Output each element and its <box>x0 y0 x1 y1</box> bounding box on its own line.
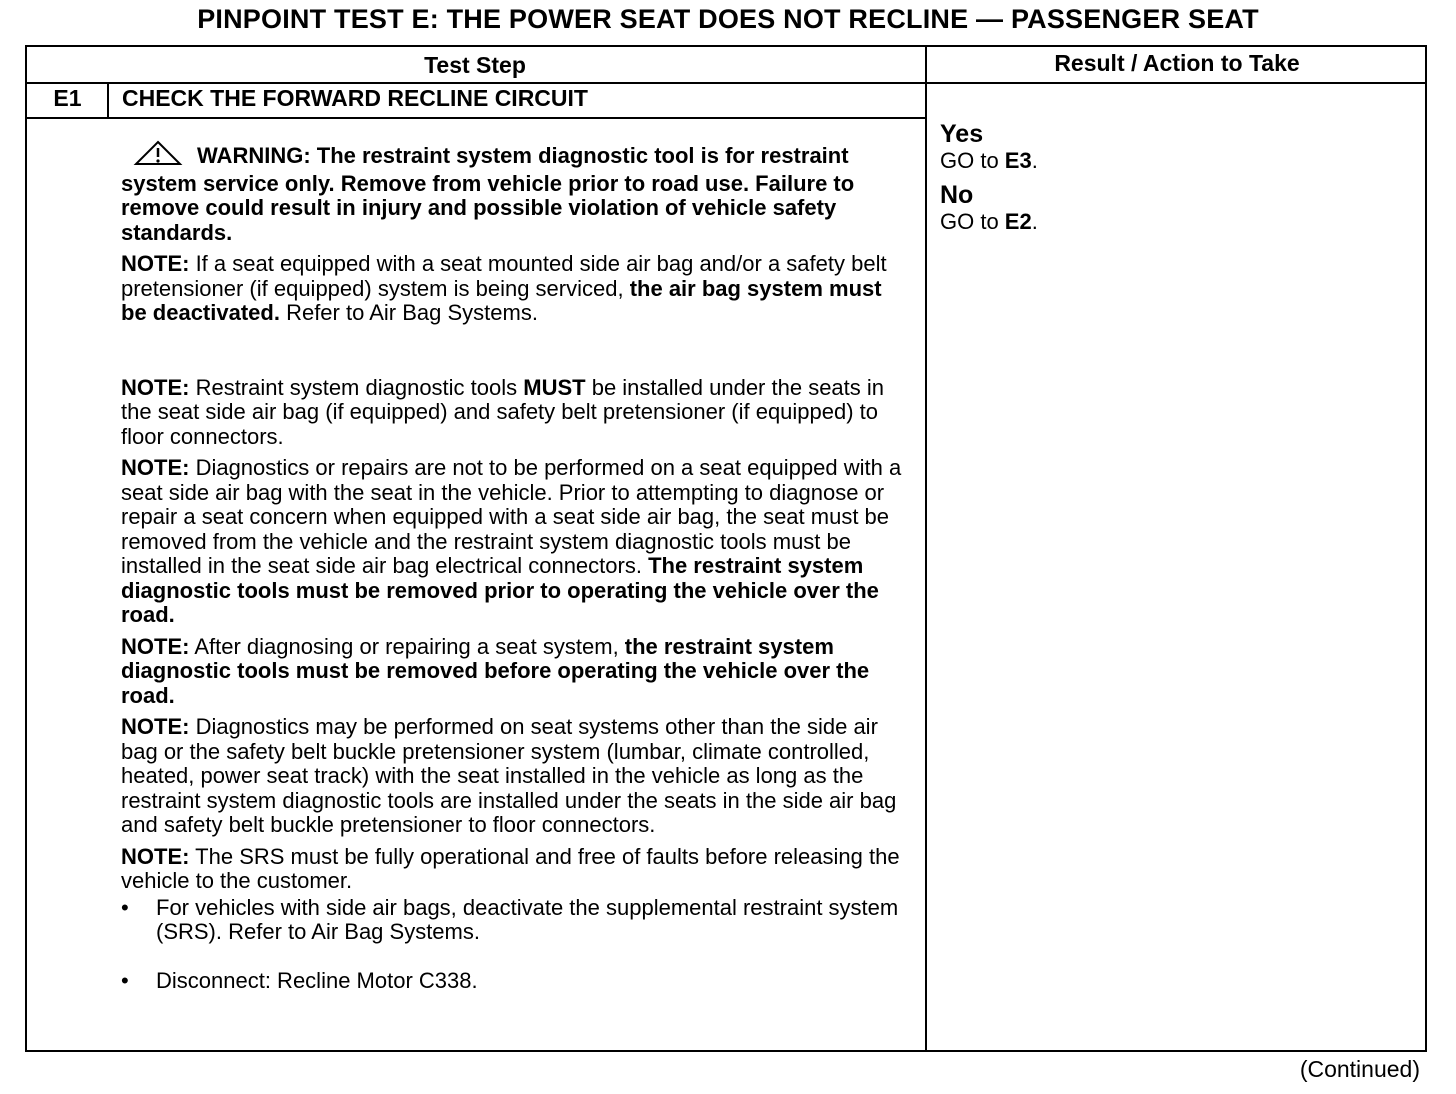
header-test-step: Test Step <box>424 52 526 78</box>
bullet-item: • Disconnect: Recline Motor C338. <box>121 967 478 993</box>
result-column <box>940 120 1038 234</box>
column-divider <box>925 45 927 1052</box>
step-id: E1 <box>53 85 82 111</box>
header-divider <box>25 82 1427 84</box>
result-answer: Yes <box>940 120 984 148</box>
step-content <box>121 140 911 993</box>
note-6: NOTE: The SRS must be fully operational and free of faults before releasing the vehicle to the customer. <box>121 843 900 893</box>
continued-footer: (Continued) <box>1299 1056 1420 1082</box>
step-id-divider <box>107 82 109 118</box>
page-title: PINPOINT TEST E: THE POWER SEAT DOES NOT RECLINE — PASSENGER SEAT <box>197 4 1259 34</box>
goto-link[interactable]: E2 <box>1004 209 1032 234</box>
result-answer: No <box>940 181 974 209</box>
result-yes <box>940 120 1038 173</box>
step-row-divider <box>25 117 925 119</box>
step-title: CHECK THE FORWARD RECLINE CIRCUIT <box>122 85 588 111</box>
note-4: NOTE: After diagnosing or repairing a seat system, the restraint system diagnostic tools must be removed before operating the vehicle over the road. <box>121 633 870 708</box>
note-5: NOTE: Diagnostics may be performed on seat systems other than the side air bag or the safety belt buckle pretensioner system (lumbar, climate controlled, heated, power seat track) with the seat installed in the vehicle as long as the restraint system diagnostic tools are installed under the seats in the side air bag and safety belt buckle pretensioner to floor connectors. <box>121 714 897 837</box>
note-1: NOTE: If a seat equipped with a seat mounted side air bag and/or a safety belt pretensioner (if equipped) system is being serviced, the air bag system must be deactivated. Refer to Air Bag Systems. <box>121 251 887 325</box>
bullet-item: • For vehicles with side air bags, deactivate the supplemental restraint system (SRS). Refer to Air Bag Systems. <box>121 894 899 944</box>
result-no <box>940 181 1038 234</box>
warning-block <box>121 140 911 245</box>
goto-link[interactable]: E3 <box>1004 148 1032 173</box>
warning-text: WARNING: The restraint system diagnostic tool is for restraint system service only. Remove from vehicle prior to road use. Failure to remove could result in injury and possible violation of vehicle safety standards. <box>121 143 855 245</box>
header-result: Result / Action to Take <box>1054 50 1300 76</box>
result-action: GO to E3. <box>940 148 1038 173</box>
note-2: NOTE: Restraint system diagnostic tools MUST be installed under the seats in the seat side air bag (if equipped) and safety belt pretensioner (if equipped) to floor connectors. <box>121 374 885 449</box>
warning-triangle-icon <box>133 140 183 172</box>
result-action: GO to E2. <box>940 209 1038 234</box>
note-3: NOTE: Diagnostics or repairs are not to be performed on a seat equipped with a seat side air bag with the seat in the vehicle. Prior to attempting to diagnose or repair a seat concern when equipped with a seat side air bag, the seat must be removed from the vehicle and the restraint system diagnostic tools must be installed in the seat side air bag electrical connectors. The restraint system diagnostic tools must be removed prior to operating the vehicle over the road. <box>121 455 902 627</box>
